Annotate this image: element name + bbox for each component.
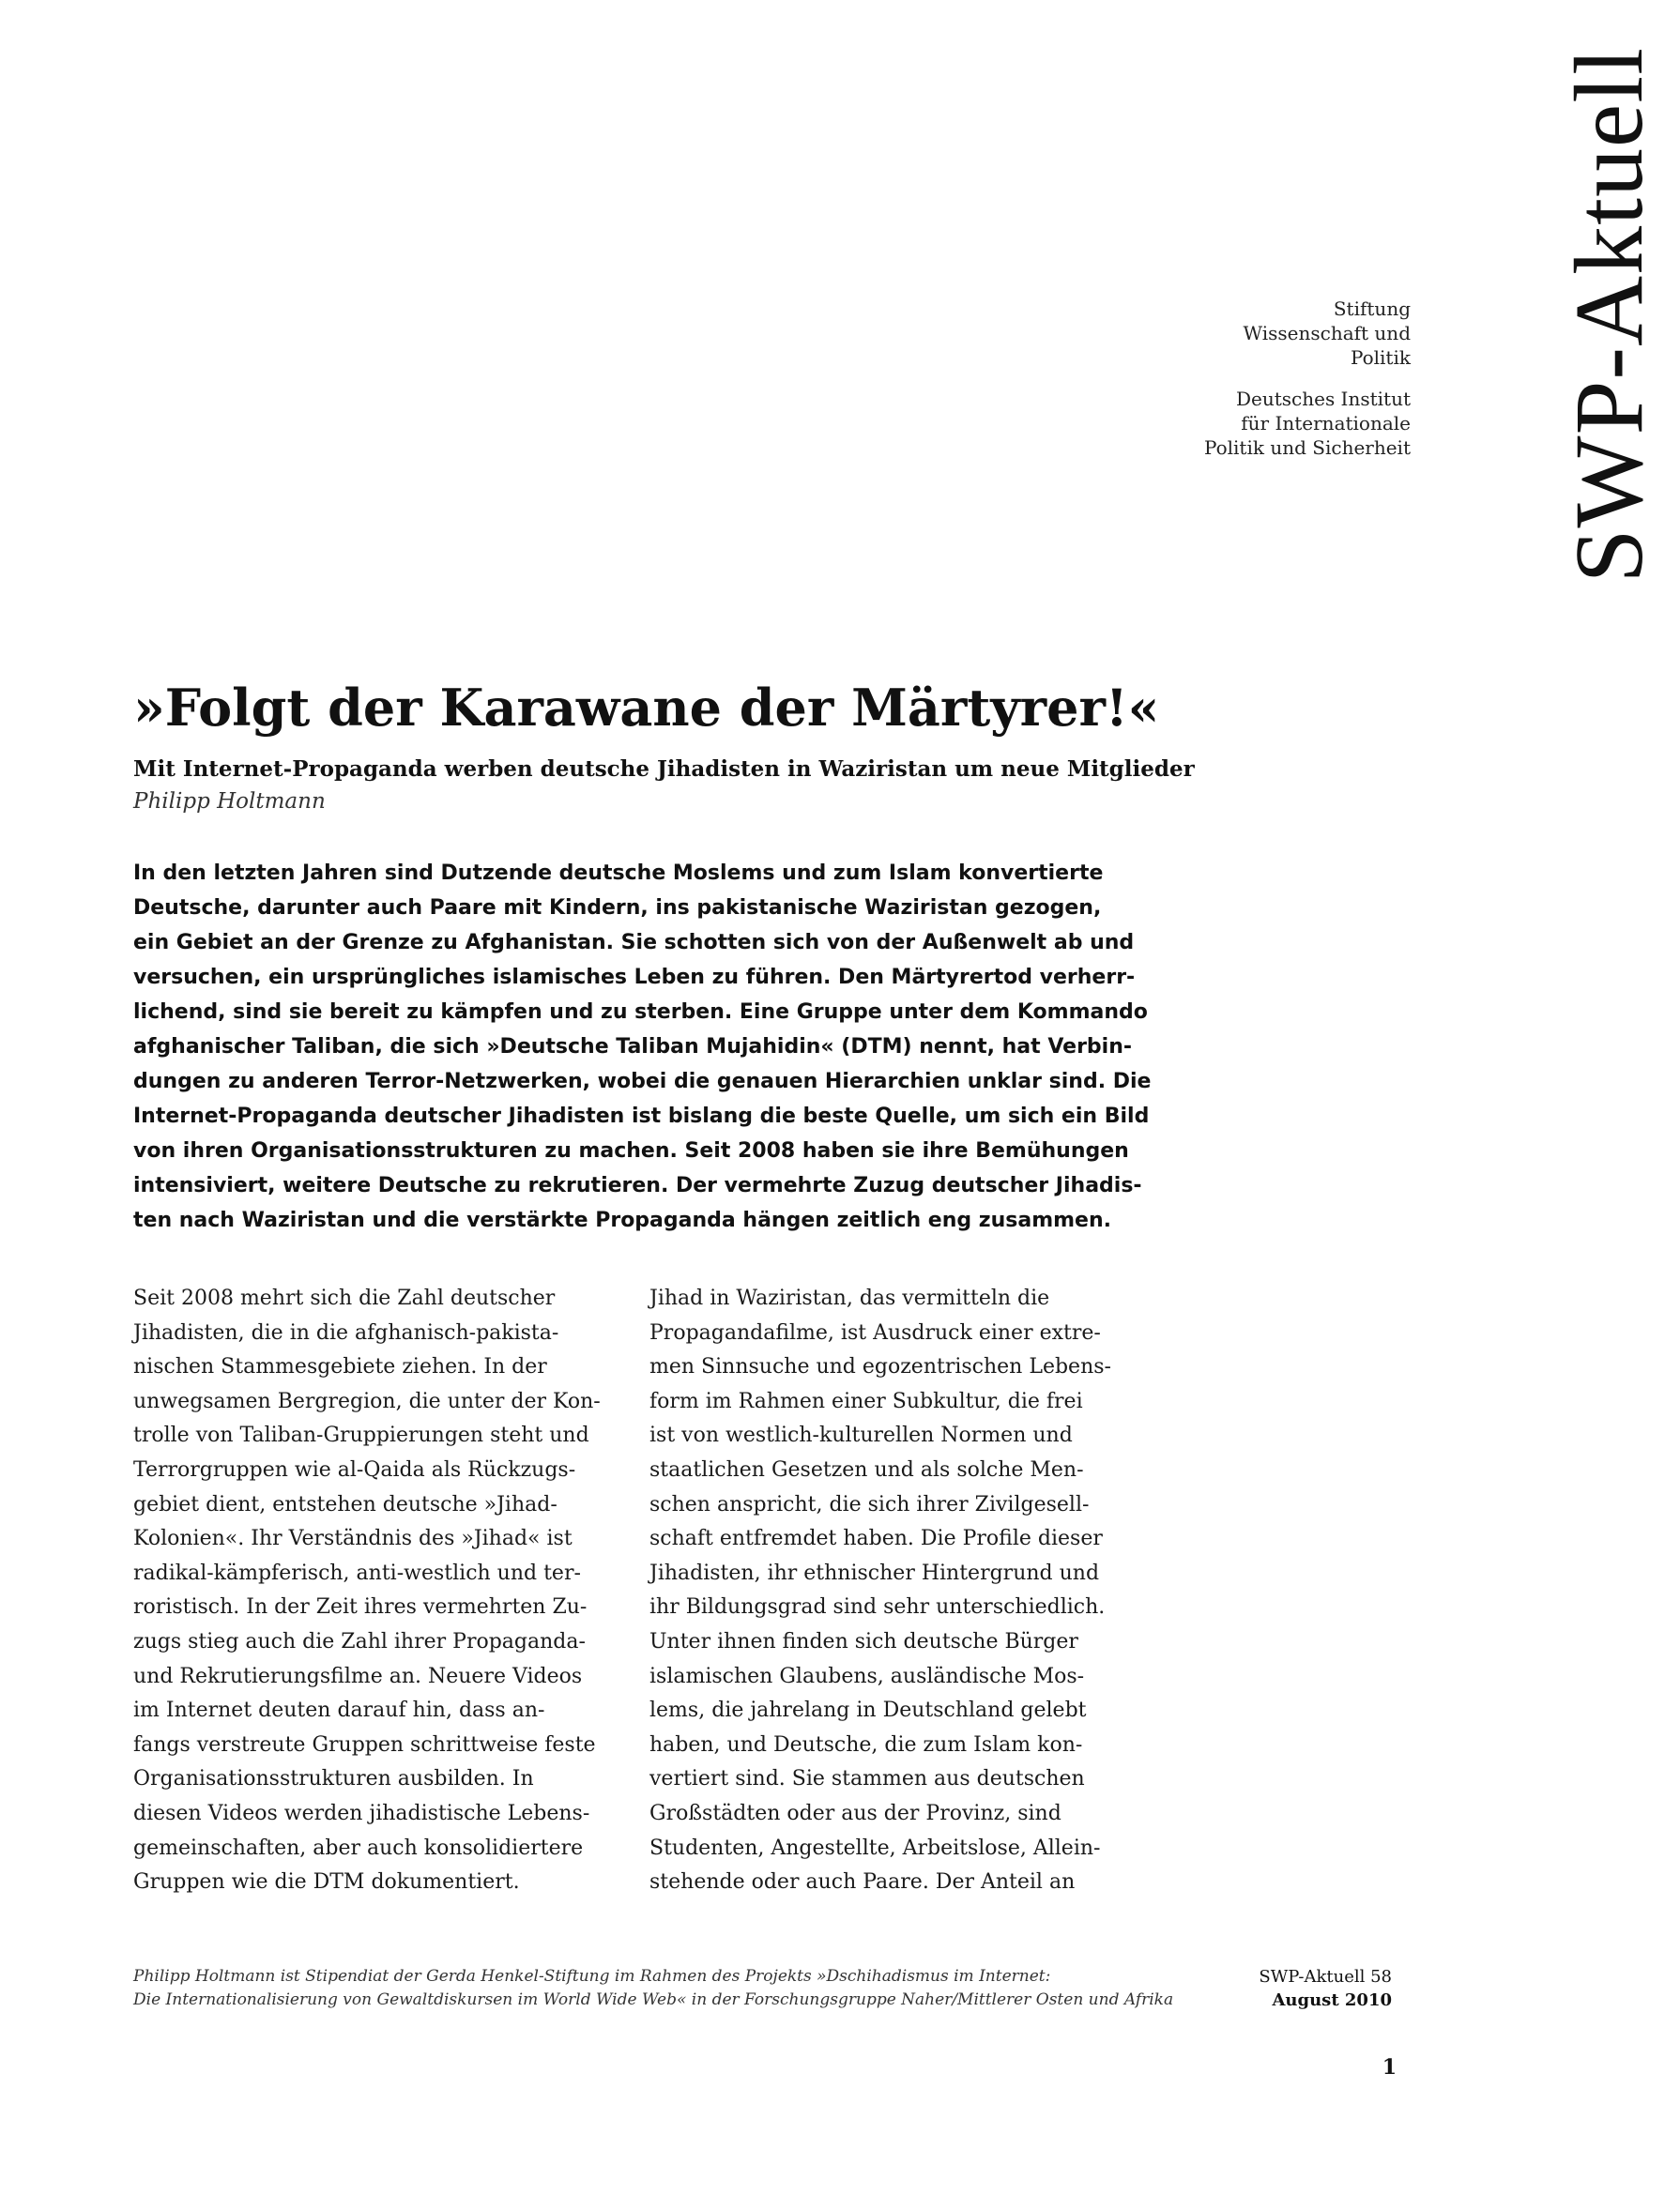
- article-subtitle: Mit Internet-Propaganda werben deutsche Jihadisten in Waziristan um neue Mitglieder: [133, 756, 1195, 782]
- brand-title: SWP-Aktuell: [1555, 47, 1663, 584]
- lead-line: In den letzten Jahren sind Dutzende deutsche Moslems und zum Islam konvertierte: [133, 861, 1104, 885]
- body-line: zugs stieg auch die Zahl ihrer Propaganda-: [133, 1629, 586, 1654]
- body-line: diesen Videos werden jihadistische Lebens-: [133, 1801, 590, 1825]
- lead-line: ten nach Waziristan und die verstärkte Propaganda hängen zeitlich eng zusammen.: [133, 1209, 1111, 1232]
- body-line: Gruppen wie die DTM dokumentiert.: [133, 1870, 520, 1895]
- body-line: men Sinnsuche und egozentrischen Lebens-: [649, 1355, 1111, 1379]
- page-number: 1: [1382, 2055, 1397, 2080]
- lead-paragraph: [133, 856, 1152, 1238]
- body-column-right: [649, 1282, 1156, 1900]
- brand-masthead: [1398, 47, 1663, 629]
- body-line: trolle von Taliban-Gruppierungen steht und: [133, 1424, 589, 1448]
- institute-line: Wissenschaft und: [1243, 322, 1411, 344]
- body-line: schen anspricht, die sich ihrer Zivilgesell-: [649, 1492, 1090, 1517]
- institute-line: Politik und Sicherheit: [1203, 436, 1411, 459]
- body-line: Unter ihnen finden sich deutsche Bürger: [649, 1629, 1078, 1654]
- lead-line: ein Gebiet an der Grenze zu Afghanistan. Sie schotten sich von der Außenwelt ab und: [133, 931, 1135, 954]
- article-title: »Folgt der Karawane der Märtyrer!«: [133, 678, 1160, 738]
- footnote-line: Philipp Holtmann ist Stipendiat der Gerda Henkel-Stiftung im Rahmen des Projekts »Dschihadismus im Internet:: [133, 1967, 1051, 1986]
- body-line: Propagandafilme, ist Ausdruck einer extre-: [649, 1320, 1101, 1345]
- body-line: staatlichen Gesetzen und als solche Men-: [649, 1457, 1084, 1482]
- body-line: Großstädten oder aus der Provinz, sind: [649, 1801, 1061, 1825]
- lead-line: Internet-Propaganda deutscher Jihadisten ist bislang die beste Quelle, um sich ein Bild: [133, 1105, 1150, 1128]
- body-line: ist von westlich-kulturellen Normen und: [649, 1424, 1073, 1448]
- body-line: Jihadisten, ihr ethnischer Hintergrund und: [649, 1561, 1100, 1585]
- lead-line: versuchen, ein ursprüngliches islamisches Leben zu führen. Den Märtyrertod verherr-: [133, 966, 1136, 989]
- body-line: Organisationsstrukturen ausbilden. In: [133, 1767, 534, 1791]
- body-line: ihr Bildungsgrad sind sehr unterschiedlich.: [649, 1595, 1106, 1620]
- lead-line: Deutsche, darunter auch Paare mit Kindern, ins pakistanische Waziristan gezogen,: [133, 896, 1102, 920]
- issue-date: August 2010: [1272, 1990, 1392, 2010]
- body-line: gemeinschaften, aber auch konsolidiertere: [133, 1836, 584, 1860]
- body-line: gebiet dient, entstehen deutsche »Jihad-: [133, 1492, 557, 1517]
- body-column-left: [133, 1282, 640, 1900]
- body-line: schaft entfremdet haben. Die Profile dieser: [649, 1527, 1103, 1551]
- body-line: stehende oder auch Paare. Der Anteil an: [649, 1870, 1076, 1895]
- institute-line: Politik: [1350, 346, 1411, 369]
- body-line: Terrorgruppen wie al-Qaida als Rückzugs-: [133, 1457, 576, 1482]
- institute-line: Stiftung: [1333, 297, 1411, 320]
- institute-line: für Internationale: [1241, 412, 1411, 434]
- body-line: Seit 2008 mehrt sich die Zahl deutscher: [133, 1287, 556, 1310]
- lead-line: dungen zu anderen Terror-Netzwerken, wobei die genauen Hierarchien unklar sind. Die: [133, 1070, 1152, 1093]
- body-line: nischen Stammesgebiete ziehen. In der: [133, 1355, 547, 1379]
- lead-line: lichend, sind sie bereit zu kämpfen und zu sterben. Eine Gruppe unter dem Kommando: [133, 1000, 1148, 1024]
- body-line: im Internet deuten darauf hin, dass an-: [133, 1699, 545, 1723]
- body-line: Jihad in Waziristan, das vermitteln die: [649, 1287, 1050, 1310]
- issue-number: SWP-Aktuell 58: [1259, 1967, 1392, 1987]
- body-line: fangs verstreute Gruppen schrittweise feste: [133, 1732, 596, 1757]
- issue-info: [1259, 1965, 1392, 2012]
- body-line: haben, und Deutsche, die zum Islam kon-: [649, 1732, 1083, 1757]
- lead-line: intensiviert, weitere Deutsche zu rekrutieren. Der vermehrte Zuzug deutscher Jihadis-: [133, 1174, 1142, 1197]
- footnote-line: Die Internationalisierung von Gewaltdiskursen im World Wide Web« in der Forschungsgruppe Naher/Mittlerer Osten und Afrika: [133, 1990, 1174, 2009]
- lead-line: von ihren Organisationsstrukturen zu machen. Seit 2008 haben sie ihre Bemühungen: [133, 1139, 1129, 1163]
- body-line: und Rekrutierungsfilme an. Neuere Videos: [133, 1664, 583, 1688]
- body-line: unwegsamen Bergregion, die unter der Kon-: [133, 1389, 601, 1413]
- lead-line: afghanischer Taliban, die sich »Deutsche Taliban Mujahidin« (DTM) nennt, hat Verbin-: [133, 1035, 1133, 1059]
- article-author: Philipp Holtmann: [133, 789, 326, 814]
- body-line: vertiert sind. Sie stammen aus deutschen: [649, 1767, 1085, 1791]
- body-line: Kolonien«. Ihr Verständnis des »Jihad« ist: [133, 1527, 573, 1551]
- body-line: radikal-kämpferisch, anti-westlich und ter-: [133, 1561, 581, 1585]
- author-footnote: [133, 1965, 1174, 2012]
- body-line: form im Rahmen einer Subkultur, die frei: [649, 1389, 1083, 1413]
- body-line: Studenten, Angestellte, Arbeitslose, Allein-: [649, 1836, 1101, 1860]
- body-line: Jihadisten, die in die afghanisch-pakista-: [133, 1320, 559, 1345]
- body-line: lems, die jahrelang in Deutschland gelebt: [649, 1699, 1087, 1723]
- body-line: islamischen Glaubens, ausländische Mos-: [649, 1664, 1085, 1688]
- institute-block: [1204, 297, 1411, 460]
- institute-line: Deutsches Institut: [1235, 388, 1411, 410]
- body-line: roristisch. In der Zeit ihres vermehrten Zu-: [133, 1595, 588, 1620]
